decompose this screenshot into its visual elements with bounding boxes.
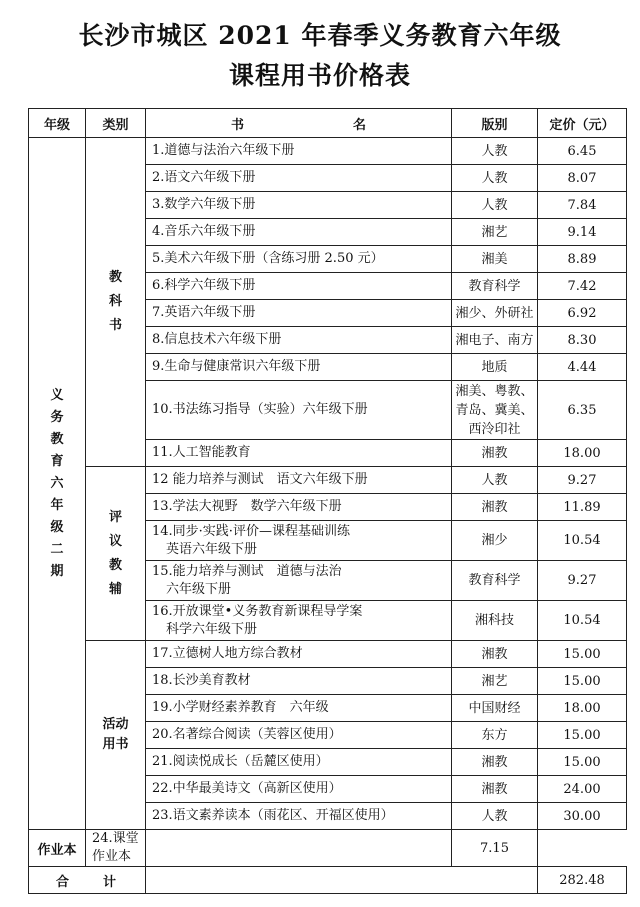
book-name: 12 能力培养与测试 语文六年级下册 xyxy=(146,467,452,494)
book-publisher: 湘教 xyxy=(452,494,538,521)
table-header-row xyxy=(29,109,627,138)
book-price: 6.35 xyxy=(538,381,627,440)
book-price: 7.84 xyxy=(538,192,627,219)
book-price: 15.00 xyxy=(538,722,627,749)
book-publisher: 湘教 xyxy=(452,440,538,467)
book-price: 9.27 xyxy=(538,561,627,601)
book-name: 24.课堂作业本 xyxy=(86,830,146,867)
book-name-line: 六年级下册 xyxy=(166,581,232,597)
book-price: 7.42 xyxy=(538,273,627,300)
total-char-1: 合 xyxy=(55,874,71,890)
book-price: 9.14 xyxy=(538,219,627,246)
book-name: 10.书法练习指导（实验）六年级下册 xyxy=(146,381,452,440)
category-textbook-label: 教科书 xyxy=(108,270,122,333)
book-price: 30.00 xyxy=(538,803,627,830)
book-publisher: 教育科学 xyxy=(452,561,538,601)
header-book-name xyxy=(146,109,452,138)
book-price: 24.00 xyxy=(538,776,627,803)
category-textbook xyxy=(86,138,146,467)
book-name: 20.名著综合阅读（芙蓉区使用） xyxy=(146,722,452,749)
book-publisher: 人教 xyxy=(452,803,538,830)
book-price: 7.15 xyxy=(452,830,538,867)
book-name: 11.人工智能教育 xyxy=(146,440,452,467)
book-name: 18.长沙美育教材 xyxy=(146,668,452,695)
page-title-line-2: 课程用书价格表 xyxy=(228,61,411,90)
book-price: 8.07 xyxy=(538,165,627,192)
total-row xyxy=(29,867,627,894)
book-publisher: 人教 xyxy=(452,467,538,494)
book-price: 15.00 xyxy=(538,749,627,776)
book-name: 13.学法大视野 数学六年级下册 xyxy=(146,494,452,521)
book-publisher: 湘艺 xyxy=(452,668,538,695)
book-publisher: 湘教 xyxy=(452,776,538,803)
book-name: 6.科学六年级下册 xyxy=(146,273,452,300)
book-price: 6.92 xyxy=(538,300,627,327)
price-table xyxy=(28,108,627,894)
book-publisher: 湘电子、南方 xyxy=(452,327,538,354)
header-grade: 年级 xyxy=(29,109,86,138)
table-row xyxy=(29,830,627,867)
book-publisher xyxy=(146,830,452,867)
book-publisher: 地质 xyxy=(452,354,538,381)
book-name: 5.美术六年级下册（含练习册 2.50 元） xyxy=(146,246,452,273)
book-name xyxy=(146,601,452,641)
publisher-line: 西泠印社 xyxy=(468,421,521,437)
book-price: 18.00 xyxy=(538,440,627,467)
grade-cell xyxy=(29,138,86,830)
publisher-line: 青岛、冀美、 xyxy=(455,402,534,418)
book-price: 15.00 xyxy=(538,668,627,695)
header-publisher: 版别 xyxy=(452,109,538,138)
book-name: 19.小学财经素养教育 六年级 xyxy=(146,695,452,722)
book-name: 7.英语六年级下册 xyxy=(146,300,452,327)
publisher-line: 湘美、粤教、 xyxy=(455,383,534,399)
book-price: 15.00 xyxy=(538,641,627,668)
book-price: 8.89 xyxy=(538,246,627,273)
book-name: 4.音乐六年级下册 xyxy=(146,219,452,246)
book-price: 6.45 xyxy=(538,138,627,165)
table-row xyxy=(29,467,627,494)
book-name: 9.生命与健康常识六年级下册 xyxy=(146,354,452,381)
book-publisher: 湘美 xyxy=(452,246,538,273)
category-review xyxy=(86,467,146,641)
book-publisher: 湘少、外研社 xyxy=(452,300,538,327)
book-name: 21.阅读悦成长（岳麓区使用） xyxy=(146,749,452,776)
book-name: 23.语文素养读本（雨花区、开福区使用） xyxy=(146,803,452,830)
book-name: 3.数学六年级下册 xyxy=(146,192,452,219)
total-price: 282.48 xyxy=(538,867,627,894)
book-price: 10.54 xyxy=(538,601,627,641)
category-activity xyxy=(86,641,146,830)
book-price: 18.00 xyxy=(538,695,627,722)
book-price: 11.89 xyxy=(538,494,627,521)
header-category: 类别 xyxy=(86,109,146,138)
table-row xyxy=(29,138,627,165)
book-price: 10.54 xyxy=(538,521,627,561)
book-publisher: 教育科学 xyxy=(452,273,538,300)
total-label xyxy=(29,867,146,894)
total-char-2: 计 xyxy=(103,874,119,890)
total-blank xyxy=(146,867,538,894)
book-name xyxy=(146,521,452,561)
book-publisher: 湘科技 xyxy=(452,601,538,641)
book-price: 8.30 xyxy=(538,327,627,354)
book-name: 17.立德树人地方综合教材 xyxy=(146,641,452,668)
book-price: 4.44 xyxy=(538,354,627,381)
book-name: 2.语文六年级下册 xyxy=(146,165,452,192)
page-title-line-1: 长沙市城区 2021 年春季义务教育六年级 xyxy=(78,21,562,50)
book-publisher: 湘少 xyxy=(452,521,538,561)
category-review-label: 评议教辅 xyxy=(108,509,122,597)
table-row xyxy=(29,641,627,668)
book-name-line: 16.开放课堂•义务教育新课程导学案 xyxy=(152,603,363,619)
book-publisher: 人教 xyxy=(452,138,538,165)
book-name xyxy=(146,561,452,601)
book-name: 8.信息技术六年级下册 xyxy=(146,327,452,354)
book-publisher: 湘教 xyxy=(452,749,538,776)
book-price: 9.27 xyxy=(538,467,627,494)
header-book-char-2: 名 xyxy=(353,117,367,133)
book-name-line: 14.同步·实践·评价—课程基础训练 xyxy=(152,523,350,539)
book-publisher: 人教 xyxy=(452,192,538,219)
header-book-char-1: 书 xyxy=(230,117,244,133)
category-activity-label: 活动用书 xyxy=(102,717,129,752)
header-price: 定价（元） xyxy=(538,109,627,138)
book-name: 1.道德与法治六年级下册 xyxy=(146,138,452,165)
book-publisher: 湘教 xyxy=(452,641,538,668)
category-homework: 作业本 xyxy=(29,830,86,867)
book-name: 22.中华最美诗文（高新区使用） xyxy=(146,776,452,803)
book-name-line: 科学六年级下册 xyxy=(166,621,258,637)
book-publisher xyxy=(452,381,538,440)
book-name-line: 15.能力培养与测试 道德与法治 xyxy=(152,563,342,579)
grade-label: 义务教育六年级二期 xyxy=(50,387,64,579)
book-publisher: 湘艺 xyxy=(452,219,538,246)
book-publisher: 人教 xyxy=(452,165,538,192)
book-publisher: 东方 xyxy=(452,722,538,749)
book-publisher: 中国财经 xyxy=(452,695,538,722)
book-name-line: 英语六年级下册 xyxy=(166,541,258,557)
